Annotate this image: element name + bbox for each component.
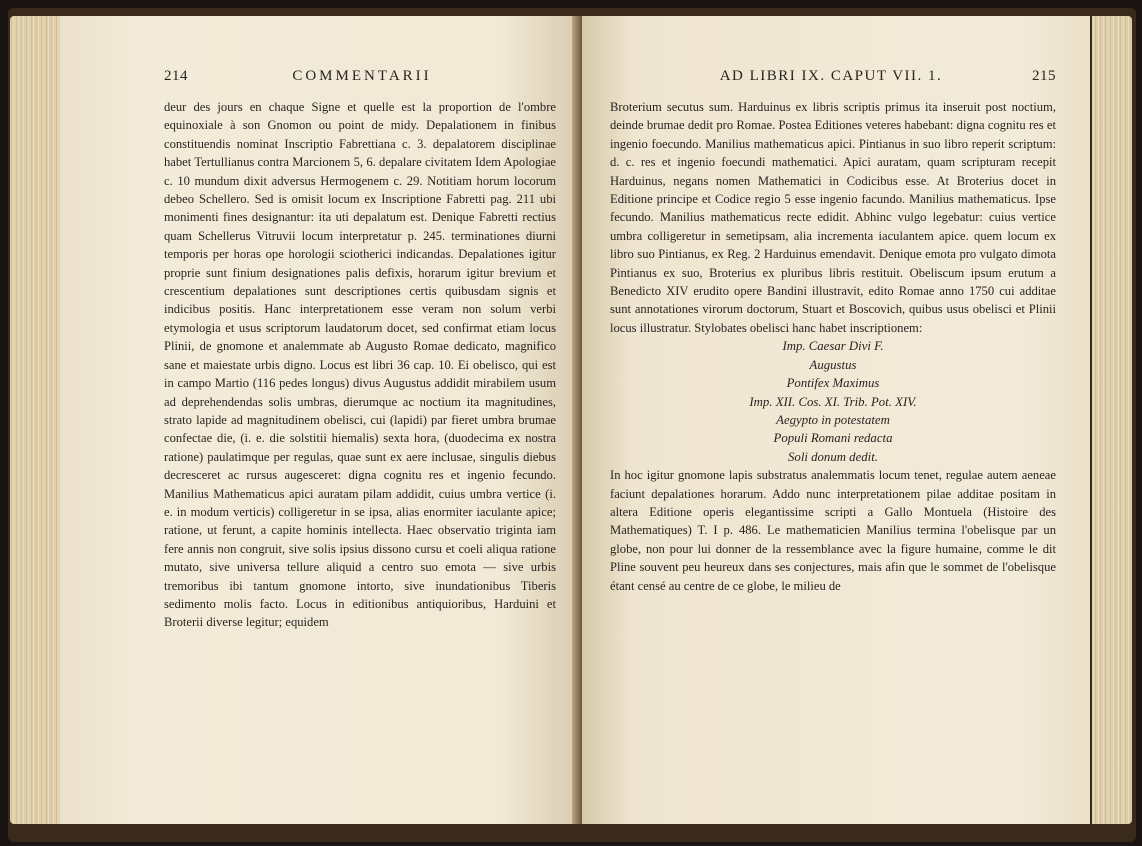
- inscription-line: Augustus: [809, 357, 857, 372]
- right-paragraph-bottom: In hoc igitur gnomone lapis substratus analemmatis locum tenet, regulae autem aeneae faciunt depalationes horarum. Addo nunc interpretationem pilae additae positam in altera Editione operis elegantissime scripti a Gallo Montuela (Histoire des Mathematiques) T. I p. 486. Le mathematicien Manilius termina l'obelisque par un globe, non pour lui donner de la ressemblance avec la figure humaine, comme le dit Pline souvent peu heureux dans ses conjectures, mais afin que le sommet de l'obelisque étant censé au centre de ce globe, le milieu de: [610, 468, 1056, 593]
- inscription-line: Pontifex Maximus: [786, 376, 880, 391]
- inscription-line: Populi Romani redacta: [773, 431, 893, 446]
- right-page: [582, 16, 1090, 824]
- right-page-number: 215: [1032, 68, 1056, 84]
- right-page-edges: [1092, 16, 1132, 824]
- left-paragraph: deur des jours en chaque Signe et quelle est la proportion de l'ombre equinoxiale à son Gnomon ou point de midy. Depalationem in finibus constituendis nominat Inscriptio Fabrettiana c. 3. depalatorem disciplinae habet Tertullianus contra Marcionem 5, 6. depalare civitatem Idem Apologiae c. 10 mundum dixit adversus Hermogenem c. 29. Notitiam horum locorum debeo Schellero. Sed is omisit locum ex Inscriptione Fabretti pag. 211 ubi monimenti fines designantur: ita uti depalatum est. Denique Fabretti rectius quam Schellerus Vitruvii locum interpretatur p. 245. terminationes diurni temporis per horas ope horologii sciotherici indicandas. Depalationes igitur proprie sunt finium designationes palis defixis, horarum igitur brevium et crescentium depalationes sunt descriptiones certis quibusdam signis et indicibus positis. Hanc interpretationem esse veram non solum verbi etymologia et usus scriptorum laudatorum docet, sed confirmat etiam locus Plinii, de gnomone et analemmate ab Augusto Romae dedicato, magnifico sane et maiestate urbis digno. Locus est libri 36 cap. 10. Ei obelisco, qui est in campo Martio (116 pedes longus) divus Augustus addidit mirabilem usum ad deprehendendas solis umbras, dierumque ac noctium ita magnitudines, strato lapide ad magnitudinem obelisci, cui (lapidi) par fieret umbra brumae confectae die, (i. e. die solstitii hiemalis) sexta hora, (duodecima ex nostra ratione) paulatimque per regulas, quae sunt ex aere inclusae, singulis diebus decresceret ac rursus augesceret: digna cognitu res et ingenio fecundo. Manilius Mathematicus apici auratam pilam addidit, cuius umbra vertice (i. e. in modum verticis) colligeretur in se ipsa, alias enormiter iaculante apice; ratione, ut ferunt, a capite hominis intellecta. Haec observatio triginta iam fere annis non congruit, sive solis ipsius dissono cursu et coeli aliqua ratione mutato, sive universa tellure aliquid a centro suo emota — sive urbis tremoribus ibi tantum gnomone intorto, sive inundationibus Tiberis sedimento molis facto. Locus in editionibus antiquioribus, Harduini et Broterii diverse legitur; equidem: [164, 100, 556, 630]
- left-body-text: [164, 98, 556, 632]
- inscription-line: Soli donum dedit.: [788, 449, 878, 464]
- right-running-head: AD LIBRI IX. CAPUT VII. 1.: [719, 68, 943, 84]
- inscription-line: Imp. Caesar Divi F.: [782, 339, 884, 354]
- left-page: [60, 16, 578, 824]
- left-running-head: COMMENTARII: [292, 68, 432, 84]
- left-page-number: 214: [164, 68, 188, 84]
- right-body-text: [610, 98, 1056, 595]
- inscription-line: Imp. XII. Cos. XI. Trib. Pot. XIV.: [749, 394, 917, 409]
- obelisk-inscription: [610, 337, 1056, 466]
- right-running-header: [610, 68, 1056, 92]
- right-paragraph-top: Broterium secutus sum. Harduinus ex libris scriptis primus ita inseruit post noctium, deinde brumae dedit pro Romae. Postea Editiones veteres habebant: digna cognitu res et ingenio foecundo. Manilius mathematicus apici. Pintianus in suo libro reperit scriptum: d. c. res et ingenio foecundi mathematici. Apici auratam, quam scripturam recepit Harduinus, negans nomen Mathematici in Codicibus esse. At Broterius docet in Editione principe et Codice regio 5 esse ingenio facundo. Manilius mathematicus. Ipse fecundo. Manilius mathematicus recte edidit. Abhinc vulgo legebatur: cuius vertice umbra colligeretur in semetipsam, alia incrementa iaculantem apice. quem locum ex libro suo Pintianus, ex Reg. 2 Harduinus emendavit. Denique emota pro vulgato dimota Pintianus ex suo, Broterius ex pluribus libris restituit. Obeliscum ipsum erutum a Benedicto XIV erudito opere Bandini illustravit, edito Romae anno 1750 cui additae sunt annotationes virorum doctorum, Stuart et Boscovich, quibus usus obelisci et Plinii locus illustratur. Stylobates obelisci hanc habet inscriptionem:: [610, 100, 1056, 335]
- left-page-edges: [10, 16, 62, 824]
- inscription-line: Aegypto in potestatem: [776, 412, 890, 427]
- left-running-header: [164, 68, 556, 92]
